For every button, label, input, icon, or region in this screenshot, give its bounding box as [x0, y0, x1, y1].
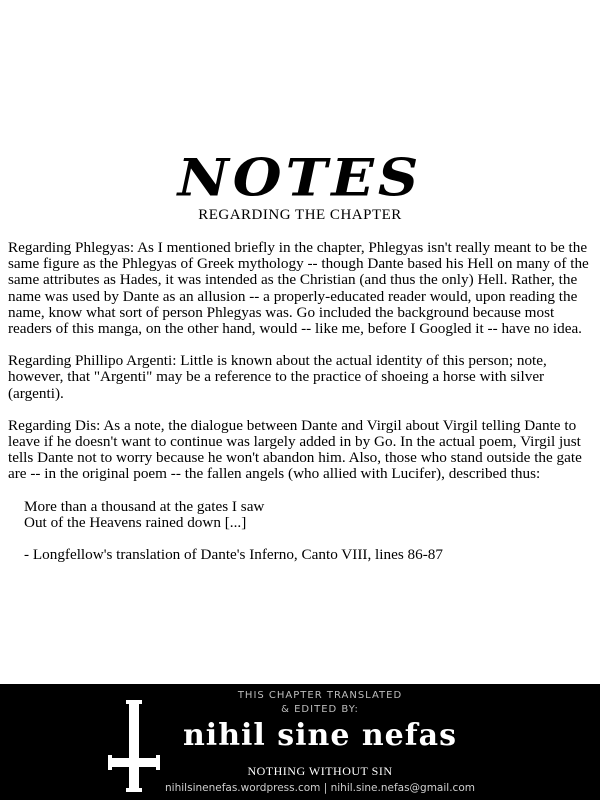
- quote-line-2: Out of the Heavens rained down [...]: [24, 513, 247, 531]
- poem-quote: [24, 499, 594, 531]
- quote-citation: - Longfellow's translation of Dante's Inferno, Canto VIII, lines 86-87: [24, 546, 443, 564]
- credits-footer: [0, 684, 600, 800]
- inverted-cross-icon: [104, 700, 164, 792]
- note-dis: Regarding Dis: As a note, the dialogue between Dante and Virgil about Virgil telling Dante to leave if he doesn't want to continue was largely added in by Go. In the actual poem, Virgil just tells Dante not to worry because he won't abandon him. Also, those who stand outside the gate are -- in the original poem -- the fallen angels (who allied with Lucifer), described thus:: [8, 416, 582, 483]
- page-subtitle: REGARDING THE CHAPTER: [198, 207, 402, 223]
- quote-line-1: More than a thousand at the gates I saw: [24, 497, 265, 515]
- notes-body: [8, 240, 594, 563]
- note-argenti: Regarding Phillipo Argenti: Little is known about the actual identity of this person; note, however, that "Argenti" may be a reference to the practice of shoeing a horse with silver (argenti).: [8, 352, 547, 402]
- credit-line-2: & EDITED BY:: [281, 704, 359, 715]
- credit-line-1: THIS CHAPTER TRANSLATED: [237, 690, 403, 701]
- group-name-logo: nihil sine nefas: [182, 718, 458, 753]
- page-title: NOTES: [177, 147, 423, 209]
- group-motto: NOTHING WITHOUT SIN: [247, 764, 393, 778]
- contact-info: nihilsinenefas.wordpress.com | nihil.sine.nefas@gmail.com: [165, 782, 475, 794]
- note-phlegyas: Regarding Phlegyas: As I mentioned briefly in the chapter, Phlegyas isn't really meant to be the same figure as the Phlegyas of Greek mythology -- though Dante based his Hell on many of the same attributes as Hades, it was intended as the Christian (and thus the only) Hell. Rather, the name was used by Dante as an allusion -- a properly-educated reader would, upon reading the name, know what sort of person Phlegyas was. Go included the background because most readers of this manga, on the other hand, would -- like me, before I Googled it -- have no idea.: [8, 239, 589, 338]
